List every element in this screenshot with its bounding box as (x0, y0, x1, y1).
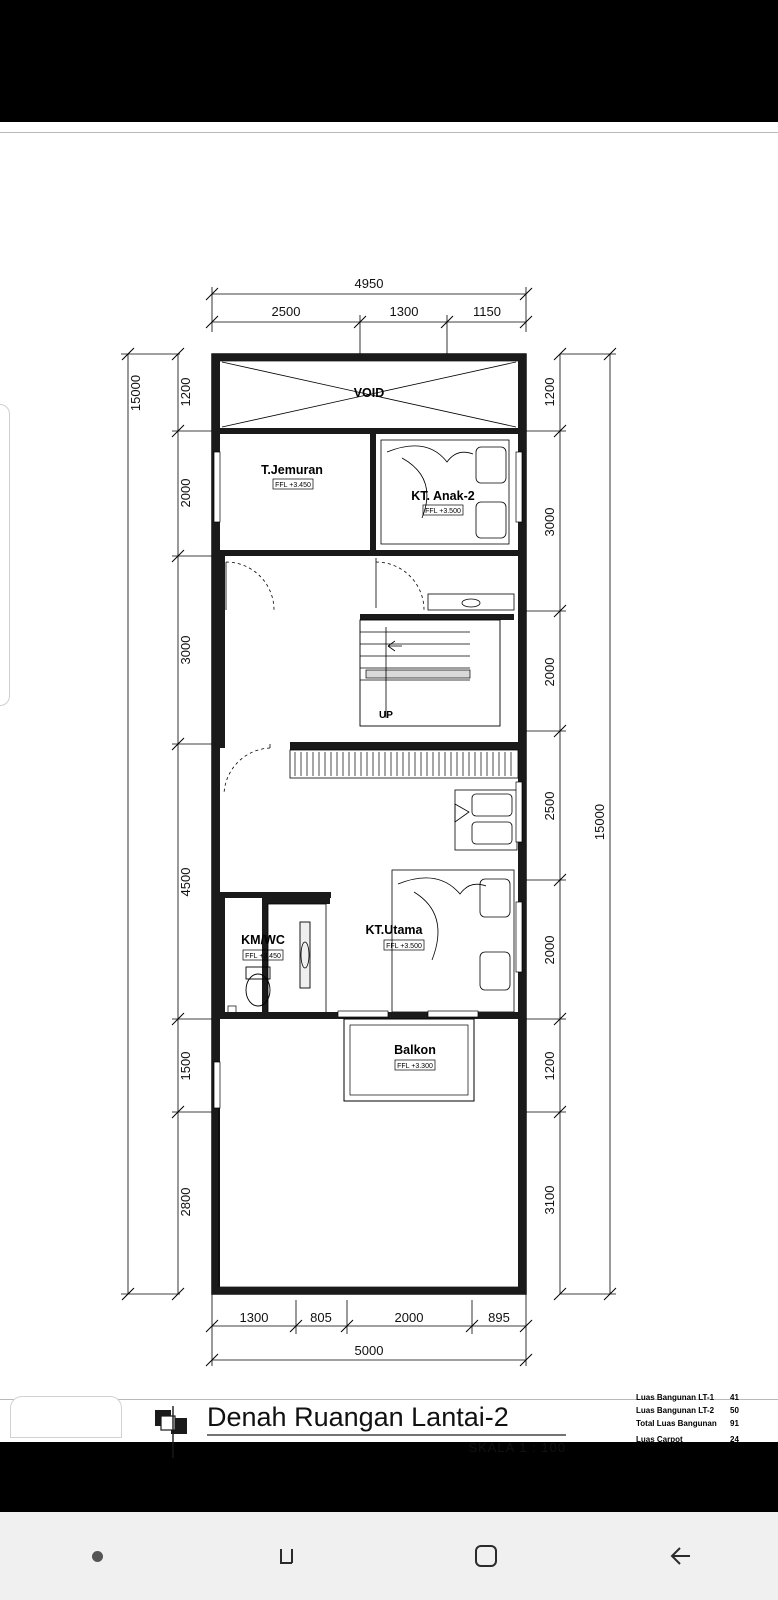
dim-left-seg-5: 1500 (178, 1051, 193, 1081)
back-glyph (664, 1539, 698, 1573)
dim-bottom-overall: 5000 (354, 1343, 384, 1358)
dim-left-seg-1: 1200 (178, 377, 193, 407)
dim-right-overall: 15000 (592, 803, 607, 841)
note-label-2: Total Luas Bangunan (636, 1419, 717, 1428)
dim-top-seg-1: 2500 (271, 304, 301, 319)
note-value-0: 41 (730, 1393, 739, 1402)
recents-dot-icon[interactable] (52, 1526, 142, 1586)
dim-bottom-seg-2: 805 (310, 1310, 332, 1325)
dim-bottom-seg-3: 2000 (394, 1310, 424, 1325)
dot-shape (92, 1551, 103, 1562)
room-label-void: VOID (353, 386, 385, 400)
floor-plan-drawing[interactable] (0, 122, 778, 1457)
room-ffl-balkon: FFL +3.300 (397, 1063, 433, 1070)
top-black-bar (0, 0, 778, 120)
note-label-4: Total Ke Seluruhan (636, 1448, 709, 1457)
room-label-balkon: Balkon (394, 1043, 436, 1057)
drawing-title: Denah Ruangan Lantai-2 (207, 1402, 509, 1432)
dim-right-seg-3: 2000 (542, 657, 557, 687)
back-icon[interactable] (636, 1526, 726, 1586)
room-label-t-jemuran: T.Jemuran (261, 463, 323, 477)
room-label-km-wc: KM/WC (241, 933, 285, 947)
area-notes (636, 1393, 743, 1457)
stair-direction-label: UP (379, 710, 393, 721)
room-label-kt-anak-2: KT. Anak-2 (411, 489, 475, 503)
dim-left-seg-4: 4500 (178, 867, 193, 897)
room-ffl-kt-anak-2: FFL +3.500 (425, 508, 461, 515)
dim-top-seg-3: 1150 (473, 304, 501, 319)
room-ffl-kt-utama: FFL +3.500 (386, 943, 422, 950)
dim-left-seg-3: 3000 (178, 635, 193, 665)
dim-right-seg-6: 1200 (542, 1051, 557, 1081)
note-value-3: 24 (730, 1435, 739, 1444)
dim-left-seg-6: 2800 (178, 1187, 193, 1217)
note-label-3: Luas Carpot (636, 1435, 683, 1444)
dim-left-overall: 15000 (128, 374, 143, 412)
room-ffl-km-wc: FFL +3.450 (245, 953, 281, 960)
dim-right-seg-2: 3000 (542, 507, 557, 537)
title-block-logo (155, 1406, 187, 1458)
dim-bottom-seg-4: 895 (488, 1310, 510, 1325)
note-value-2: 91 (730, 1419, 739, 1428)
home-icon[interactable] (441, 1526, 531, 1586)
recents-icon[interactable] (247, 1526, 337, 1586)
dim-right-seg-1: 1200 (542, 377, 557, 407)
dim-top-overall: 4950 (354, 276, 384, 291)
dim-top-seg-2: 1300 (389, 304, 419, 319)
room-ffl-t-jemuran: FFL +3.450 (275, 482, 311, 489)
home-glyph (469, 1539, 503, 1573)
document-page[interactable] (0, 122, 778, 1457)
dim-right-seg-5: 2000 (542, 935, 557, 965)
dim-bottom-seg-1: 1300 (239, 1310, 269, 1325)
note-label-0: Luas Bangunan LT-1 (636, 1393, 715, 1402)
system-navigation-bar[interactable] (0, 1512, 778, 1600)
navbar-gap (0, 1482, 778, 1512)
note-value-4: 115 (730, 1448, 743, 1457)
dim-right-seg-4: 2500 (542, 791, 557, 821)
note-label-1: Luas Bangunan LT-2 (636, 1406, 715, 1415)
recents-glyph (275, 1539, 309, 1573)
drawing-scale: SKALA 1 : 100 (468, 1440, 566, 1455)
room-label-kt-utama: KT.Utama (365, 923, 423, 937)
note-value-1: 50 (730, 1406, 739, 1415)
dim-right-seg-7: 3100 (542, 1185, 557, 1215)
dim-left-seg-2: 2000 (178, 478, 193, 508)
